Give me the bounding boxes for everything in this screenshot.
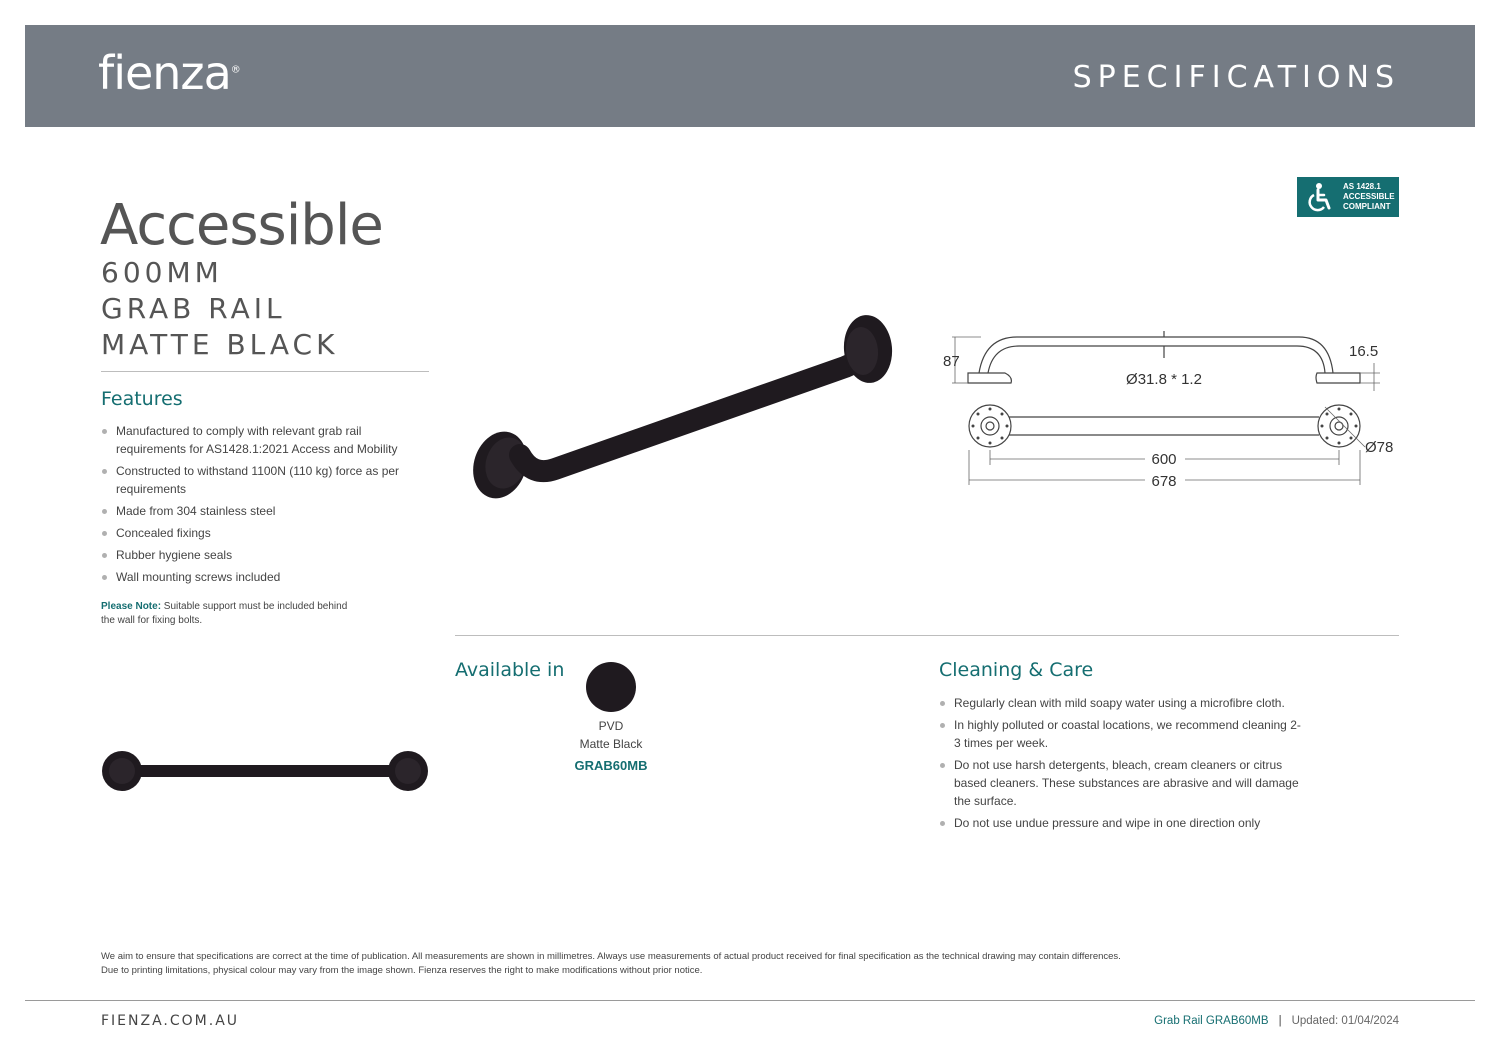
badge-line: COMPLIANT bbox=[1343, 202, 1391, 211]
list-item: In highly polluted or coastal locations, we recommend cleaning 2-3 times per week. bbox=[939, 716, 1304, 752]
finish-line: Matte Black bbox=[579, 737, 643, 751]
fienza-logo: fienza® bbox=[98, 46, 240, 100]
title-divider bbox=[101, 371, 429, 372]
product-subtitle-line: GRAB RAIL bbox=[101, 292, 286, 325]
disclaimer bbox=[101, 950, 1301, 978]
website-link[interactable]: FIENZA.COM.AU bbox=[101, 1013, 240, 1029]
list-item: Regularly clean with mild soapy water using a microfibre cloth. bbox=[939, 694, 1304, 712]
badge-line: AS 1428.1 bbox=[1343, 182, 1381, 191]
product-subtitle-line: 600MM bbox=[101, 256, 223, 289]
list-item: Do not use harsh detergents, bleach, cream cleaners or citrus based cleaners. These substances are abrasive and will damage the surface. bbox=[939, 756, 1304, 810]
technical-drawing bbox=[935, 325, 1405, 500]
available-heading: Available in bbox=[455, 659, 565, 681]
features-heading: Features bbox=[101, 388, 183, 410]
wheelchair-icon bbox=[1303, 181, 1335, 213]
dim-diameter: Ø31.8 * 1.2 bbox=[1126, 371, 1202, 388]
list-item: Rubber hygiene seals bbox=[101, 546, 406, 564]
accessible-compliant-badge bbox=[1297, 177, 1399, 217]
note-text: Suitable support must be included behind the wall for fixing bolts. bbox=[101, 601, 348, 626]
product-image-front bbox=[100, 748, 430, 794]
care-heading: Cleaning & Care bbox=[939, 659, 1094, 681]
note-label: Please Note: bbox=[101, 601, 162, 612]
flange-left-side bbox=[968, 373, 1011, 383]
list-item: Wall mounting screws included bbox=[101, 568, 406, 586]
product-image-rail bbox=[460, 305, 910, 515]
product-code: GRAB60MB bbox=[574, 758, 648, 773]
dim-overall: 678 bbox=[1151, 473, 1177, 490]
list-item: Made from 304 stainless steel bbox=[101, 502, 406, 520]
footer-divider bbox=[25, 1000, 1475, 1001]
product-title: Accessible bbox=[100, 193, 383, 258]
dim-height: 87 bbox=[943, 353, 960, 370]
features-list bbox=[101, 422, 406, 590]
finish-line: PVD bbox=[598, 719, 624, 733]
list-item: Do not use undue pressure and wipe in one direction only bbox=[939, 814, 1304, 832]
product-reference: Grab Rail GRAB60MB bbox=[1154, 1015, 1269, 1027]
care-list bbox=[939, 694, 1304, 836]
flange-right-side bbox=[1316, 373, 1360, 383]
rail-side-outer bbox=[979, 337, 1333, 373]
disclaimer-line: We aim to ensure that specifications are correct at the time of publication. All measurements are shown in millimetres. Always use measurements of actual product received for final specification as the technical drawing may contain differences. bbox=[101, 951, 1121, 962]
section-divider bbox=[455, 635, 1399, 636]
disclaimer-line: Due to printing limitations, physical colour may vary from the image shown. Fienza reserves the right to make modifications without prior notice. bbox=[101, 965, 703, 976]
header-title: SPECIFICATIONS bbox=[1072, 60, 1400, 95]
dim-offset: 16.5 bbox=[1349, 343, 1379, 360]
dim-centers: 600 bbox=[1151, 451, 1177, 468]
please-note bbox=[101, 600, 361, 628]
rail-side-inner bbox=[988, 346, 1325, 373]
finish-swatch bbox=[586, 662, 636, 712]
footer-separator: | bbox=[1278, 1015, 1282, 1027]
dim-flange: Ø78 bbox=[1365, 439, 1394, 456]
list-item: Concealed fixings bbox=[101, 524, 406, 542]
list-item: Constructed to withstand 1100N (110 kg) force as per requirements bbox=[101, 462, 406, 498]
footer-meta bbox=[1154, 1015, 1399, 1027]
list-item: Manufactured to comply with relevant grab rail requirements for AS1428.1:2021 Access and Mobility bbox=[101, 422, 406, 458]
badge-line: ACCESSIBLE bbox=[1343, 192, 1395, 201]
updated-date: Updated: 01/04/2024 bbox=[1291, 1015, 1399, 1027]
product-subtitle-line: MATTE BLACK bbox=[101, 328, 339, 361]
